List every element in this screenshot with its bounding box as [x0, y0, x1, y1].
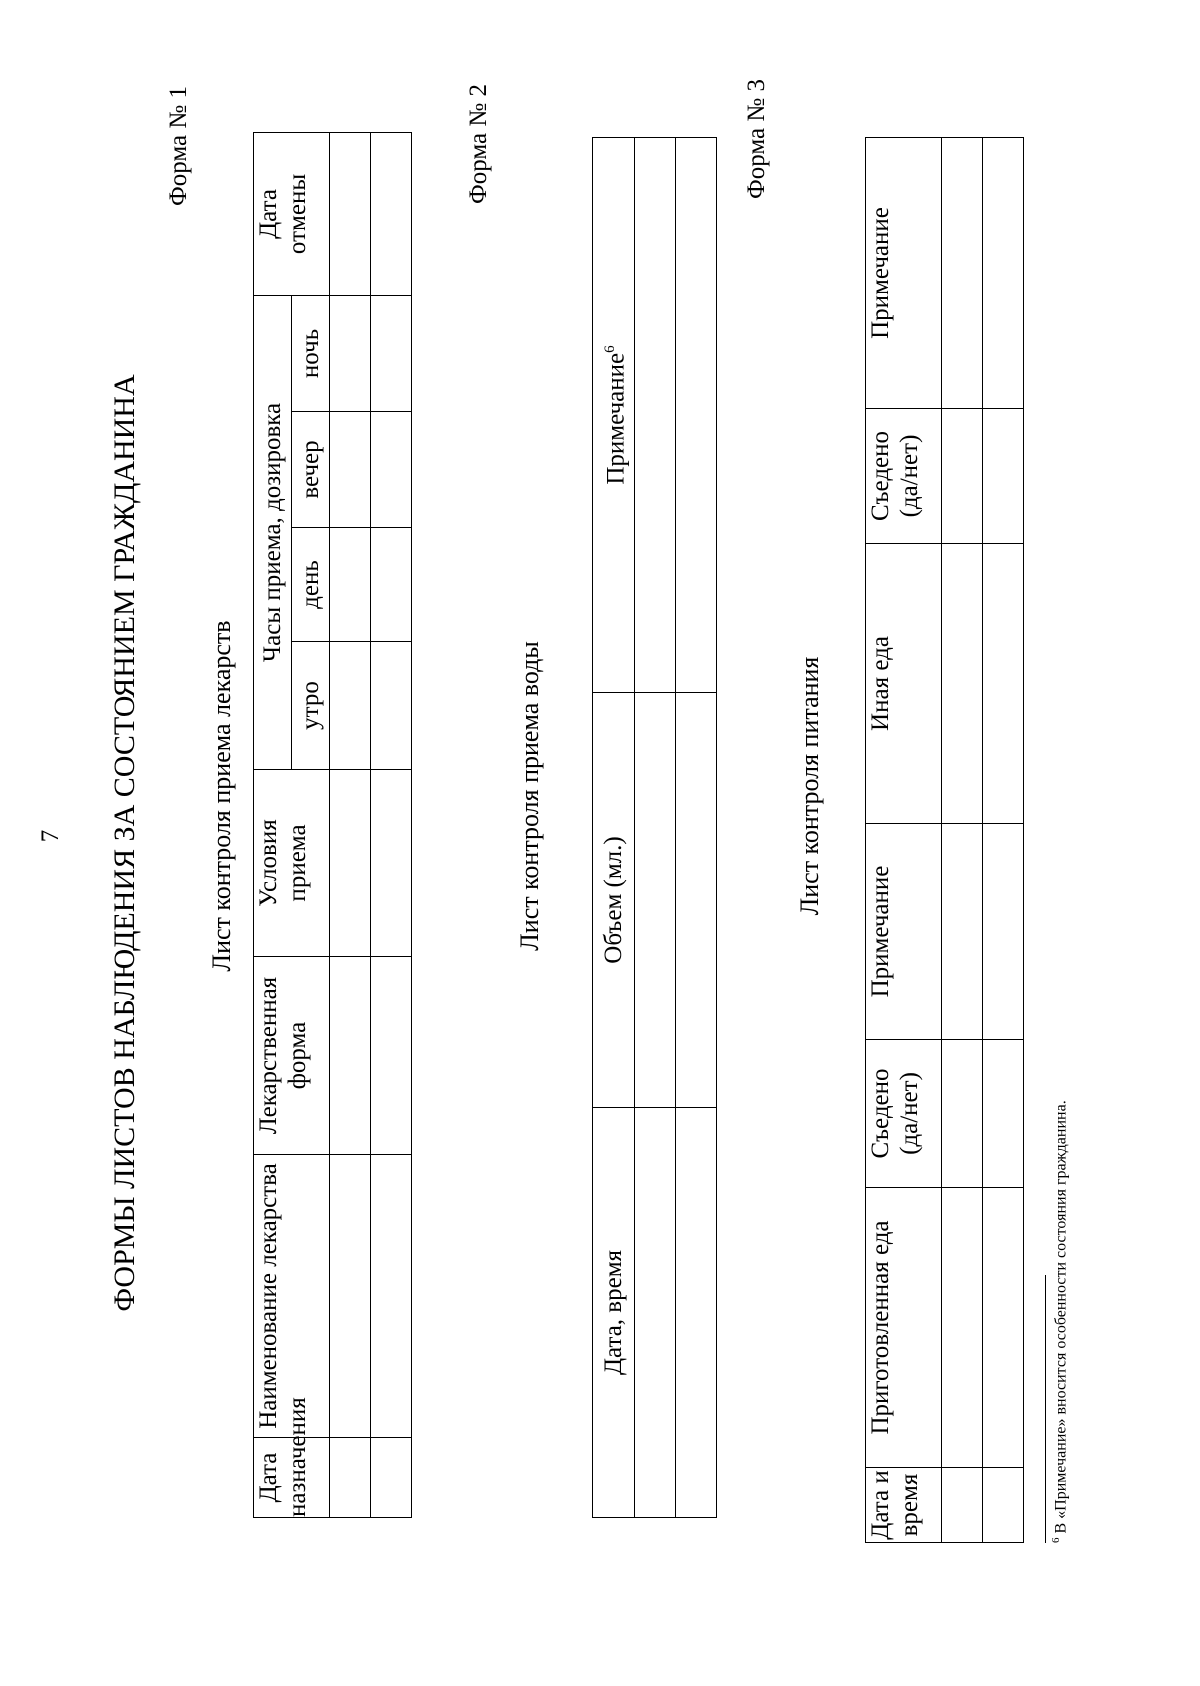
table-row [371, 132, 412, 1517]
table-cell[interactable] [635, 1108, 676, 1518]
table-cell[interactable] [942, 409, 983, 544]
table-cell[interactable] [676, 1108, 717, 1518]
header-eaten: Съедено (да/нет) [866, 409, 942, 544]
table-cell[interactable] [330, 957, 371, 1155]
table-row [676, 138, 717, 1518]
table-cell[interactable] [942, 1188, 983, 1468]
table-cell[interactable] [942, 824, 983, 1040]
header-eaten: Съедено (да/нет) [866, 1040, 942, 1188]
footnote-text: В «Примечание» вносится особенности состояния гражданина. [1052, 1100, 1070, 1534]
table-cell[interactable] [983, 824, 1024, 1040]
table-cell[interactable] [942, 1468, 983, 1543]
form1-caption: Лист контроля приема лекарств [207, 620, 236, 972]
form3-caption: Лист контроля питания [795, 656, 824, 916]
table-row [942, 138, 983, 1543]
footnote-mark: 6 [1050, 1537, 1062, 1543]
header-day: день [292, 528, 330, 642]
header-datetime: Дата и время [866, 1468, 942, 1543]
header-prepared-food: Приготовленная еда [866, 1188, 942, 1468]
table-cell[interactable] [371, 412, 412, 528]
header-morning: утро [292, 642, 330, 770]
table-cell[interactable] [330, 1155, 371, 1438]
page-number: 7 [37, 829, 64, 843]
table-row [330, 132, 371, 1517]
table-cell[interactable] [330, 295, 371, 411]
nutrition-table [865, 137, 1024, 1543]
table-cell[interactable] [983, 1040, 1024, 1188]
table-cell[interactable] [983, 138, 1024, 409]
header-night: ночь [292, 295, 330, 411]
header-dosage-form: Лекарственная форма [254, 957, 330, 1155]
table-cell[interactable] [942, 138, 983, 409]
header-volume: Объем (мл.) [593, 693, 635, 1108]
table-cell[interactable] [330, 1438, 371, 1518]
table-cell[interactable] [330, 412, 371, 528]
form2-caption: Лист контроля приема воды [515, 641, 544, 951]
table-cell[interactable] [371, 528, 412, 642]
table-row [635, 138, 676, 1518]
medication-table [253, 132, 412, 1518]
form1-label: Форма № 1 [165, 86, 192, 206]
header-medicine-name: Наименование лекарства [254, 1155, 330, 1438]
header-intake-conditions: Условия приема [254, 770, 330, 957]
footnote [1050, 1100, 1070, 1543]
table-cell[interactable] [371, 132, 412, 295]
header-other-food: Иная еда [866, 544, 942, 824]
table-cell[interactable] [330, 770, 371, 957]
table-cell[interactable] [371, 770, 412, 957]
form3-label: Форма № 3 [743, 79, 770, 199]
form2-label: Форма № 2 [465, 84, 492, 204]
table-cell[interactable] [983, 409, 1024, 544]
table-cell[interactable] [983, 544, 1024, 824]
table-row [983, 138, 1024, 1543]
table-cell[interactable] [371, 1155, 412, 1438]
header-note: Примечание [866, 824, 942, 1040]
table-cell[interactable] [635, 693, 676, 1108]
table-cell[interactable] [676, 693, 717, 1108]
table-cell[interactable] [371, 642, 412, 770]
table-cell[interactable] [330, 132, 371, 295]
table-cell[interactable] [983, 1188, 1024, 1468]
table-cell[interactable] [983, 1468, 1024, 1543]
document-title: ФОРМЫ ЛИСТОВ НАБЛЮДЕНИЯ ЗА СОСТОЯНИЕМ ГРАЖДАНИНА [108, 374, 141, 1312]
header-note: Примечание [866, 138, 942, 409]
footnote-divider [1045, 1275, 1046, 1543]
table-cell[interactable] [330, 642, 371, 770]
header-evening: вечер [292, 412, 330, 528]
table-cell[interactable] [330, 528, 371, 642]
table-cell[interactable] [371, 957, 412, 1155]
header-intake-hours: Часы приема, дозировка [254, 295, 292, 769]
table-cell[interactable] [942, 1040, 983, 1188]
table-cell[interactable] [371, 1438, 412, 1518]
table-cell[interactable] [635, 138, 676, 693]
header-datetime: Дата, время [593, 1108, 635, 1518]
header-note: Примечание$^6$ [593, 138, 635, 693]
table-cell[interactable] [942, 544, 983, 824]
header-appointment-date: Дата назначения [254, 1438, 330, 1518]
table-cell[interactable] [676, 138, 717, 693]
table-cell[interactable] [371, 295, 412, 411]
header-cancellation-date: Дата отмены [254, 132, 330, 295]
water-intake-table [592, 137, 717, 1518]
